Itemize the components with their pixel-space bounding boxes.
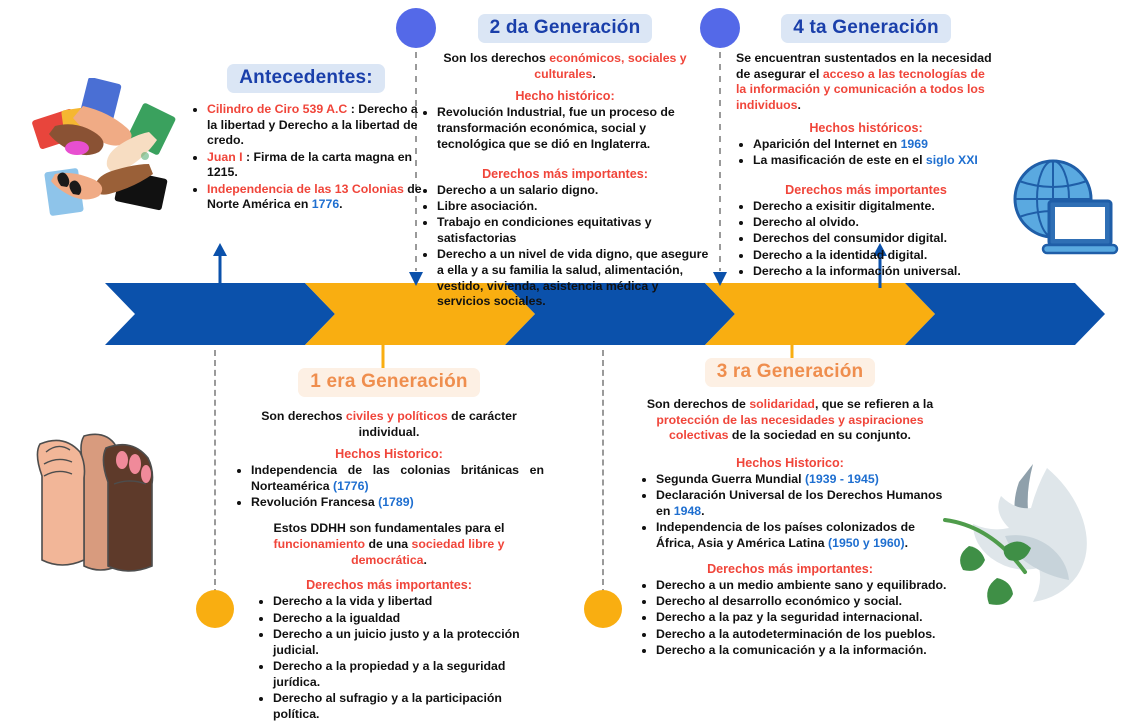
list-item: • Derecho al olvido. (753, 215, 996, 231)
antecedentes-title: Antecedentes: (227, 64, 385, 93)
list-item: • Derecho a la comunicación y a la información. (656, 643, 955, 659)
list-item: • Derecho a la información universal. (753, 264, 996, 280)
list-item: • Libre asociación. (437, 199, 710, 215)
list-item: • Declaración Universal de los Derechos Humanos en 1948. (656, 488, 955, 519)
circle-of-diverse-hands-illustration (25, 78, 190, 238)
gen1-note: Estos DDHH son fundamentales para el funcionamiento de una sociedad libre y democrática. (273, 521, 505, 567)
globe-and-computer-icon (1005, 155, 1125, 265)
gen3-derechos (625, 578, 955, 659)
list-item: • Derecho a la vida y libertad (273, 594, 544, 610)
list-item: • Independencia de las 13 Colonias de Norte América en 1776. (207, 182, 422, 213)
list-item: • La masificación de este en el siglo XXI (753, 153, 996, 169)
antecedentes-body (190, 102, 422, 213)
list-item: • Independencia de los países colonizados de África, Asia y América Latina (1950 y 1960). (656, 520, 955, 551)
connector-gen1-dashed (214, 350, 216, 595)
list-item: • Revolución Industrial, fue un proceso de transformación económica, social y tecnológica que se dió en Inglaterra. (437, 105, 710, 152)
gen4-derechos (736, 199, 996, 280)
gen2-title: 2 da Generación (478, 14, 653, 43)
card-gen2 (420, 14, 710, 311)
gen2-hechos-label: Hecho histórico: (515, 89, 615, 104)
gen4-intro: Se encuentran sustentados en la necesidad de asegurar el acceso a las tecnologías de la información y comunicación a todos los individuos. (736, 51, 992, 113)
list-item: • Derecho a un salario digno. (437, 183, 710, 199)
gen1-derechos (234, 594, 544, 722)
list-item: • Derecho a la autodeterminación de los pueblos. (656, 627, 955, 643)
card-antecedentes (190, 64, 422, 214)
list-item: • Independencia de las colonias británicas en Norteamérica (1776) (251, 463, 544, 494)
gen4-hechos (736, 137, 996, 169)
timeline-segment-5 (905, 283, 1105, 345)
connector-gen4 (712, 28, 728, 286)
timeline-segment-1 (105, 283, 335, 345)
marker-dot-gen3 (584, 590, 622, 628)
list-item: • Derecho a la propiedad y a la seguridad jurídica. (273, 659, 544, 690)
list-item: • Juan I : Firma de la carta magna en 1215. (207, 150, 422, 181)
list-item: • Derecho al desarrollo económico y social. (656, 594, 955, 610)
gen3-title: 3 ra Generación (705, 358, 876, 387)
gen3-intro: Son derechos de solidaridad, que se refieren a la protección de las necesidades y aspiraciones colectivas de la sociedad en su conjunto. (646, 397, 934, 443)
gen4-hechos-label: Hechos históricos: (809, 120, 923, 135)
marker-dot-gen1 (196, 590, 234, 628)
gen3-hechos-label: Hechos Historico: (736, 456, 844, 471)
list-item: • Derecho al sufragio y a la participación política. (273, 691, 544, 722)
gen3-hechos (625, 472, 955, 552)
list-item: • Aparición del Internet en 1969 (753, 137, 996, 153)
gen1-hechos-label: Hechos Historico: (335, 447, 443, 462)
gen2-hechos (420, 105, 710, 152)
peace-dove-with-olive-branch-illustration (935, 462, 1135, 637)
list-item: • Segunda Guerra Mundial (1939 - 1945) (656, 472, 955, 488)
gen1-title: 1 era Generación (298, 368, 479, 397)
gen4-derechos-label: Derechos más importantes (785, 182, 947, 197)
gen2-derechos-label: Derechos más importantes: (482, 166, 648, 181)
list-item: • Cilindro de Ciro 539 A.C : Derecho a la libertad y Derecho a la libertad de credo. (207, 102, 422, 149)
card-gen3 (625, 358, 955, 659)
connector-gen3-dashed (602, 350, 604, 595)
list-item: • Revolución Francesa (1789) (251, 495, 544, 511)
gen1-derechos-label: Derechos más importantes: (306, 578, 472, 593)
card-gen4 (736, 14, 996, 280)
gen1-hechos (234, 463, 544, 511)
gen1-intro: Son derechos civiles y políticos de carácter individual. (261, 409, 517, 439)
list-item: • Derecho a un nivel de vida digno, que asegure a ella y a su familia la salud, alimentación, vestido, vivienda, asistencia médica y servicios sociales. (437, 247, 710, 310)
list-item: • Derecho a exisitir digitalmente. (753, 199, 996, 215)
card-gen1 (234, 368, 544, 723)
raised-fists-illustration (30, 430, 180, 605)
gen3-derechos-label: Derechos más importantes: (707, 561, 873, 576)
gen2-intro: Son los derechos económicos, sociales y culturales. (443, 51, 687, 81)
gen4-title: 4 ta Generación (781, 14, 951, 43)
list-item: • Derecho a un medio ambiente sano y equilibrado. (656, 578, 955, 594)
list-item: • Derecho a la igualdad (273, 611, 544, 627)
list-item: • Derecho a un juicio justo y a la protección judicial. (273, 627, 544, 658)
timeline-segment-4 (705, 283, 935, 345)
list-item: • Derecho a la identidad digital. (753, 248, 996, 264)
list-item: • Derecho a la paz y la seguridad internacional. (656, 610, 955, 626)
gen2-derechos (420, 183, 710, 310)
list-item: • Derechos del consumidor digital. (753, 231, 996, 247)
list-item: • Trabajo en condiciones equitativas y satisfactorias (437, 215, 710, 246)
connector-antecedentes (212, 243, 228, 288)
